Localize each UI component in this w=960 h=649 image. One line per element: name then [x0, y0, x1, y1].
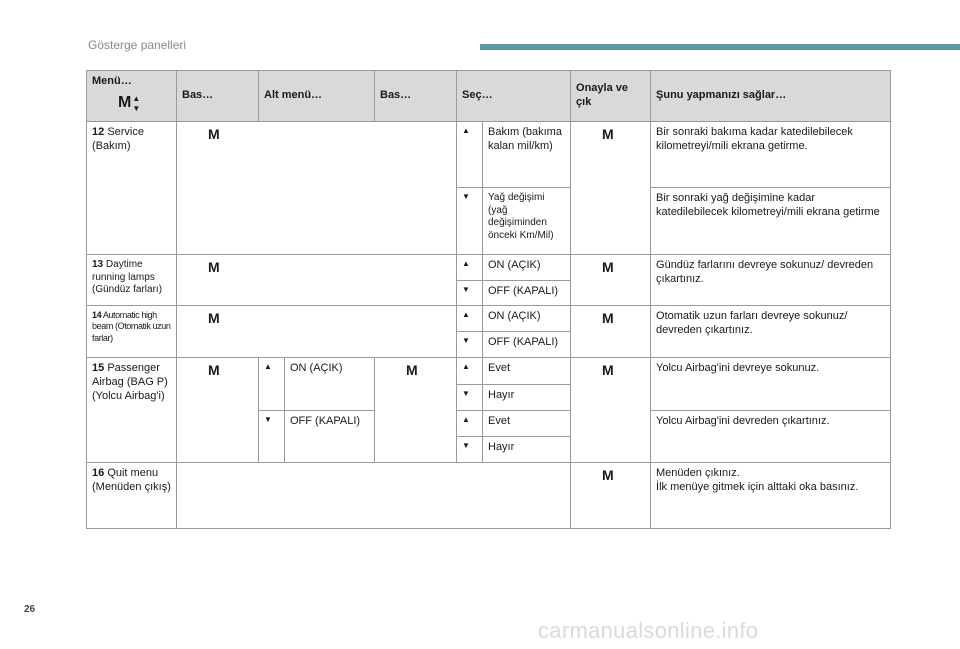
arrow-down-icon: ▼ [457, 188, 483, 255]
table-row [87, 255, 891, 281]
header-press: Bas… [177, 71, 259, 122]
m-button-icon: M [208, 310, 220, 326]
up-down-arrows-icon: ▲ ▼ [132, 93, 141, 113]
press-cell-2 [375, 358, 457, 463]
table-row [87, 358, 891, 385]
arrow-up-icon: ▲ [457, 255, 483, 281]
menu-cell-service: 12 Service (Bakım) [87, 122, 177, 255]
menu-table [86, 70, 891, 529]
m-button-icon: M [208, 259, 220, 275]
table-header-row [87, 71, 891, 122]
m-button-icon: M [208, 126, 220, 142]
table-row [87, 122, 891, 188]
m-button-icon: M [208, 362, 220, 378]
option-yes: Evet [483, 411, 571, 437]
option-no: Hayır [483, 437, 571, 463]
desc-service-oil: Bir sonraki yağ değişimine kadar katedilebilecek kilometreyi/mili ekrana getirme [651, 188, 891, 255]
arrow-up-icon: ▲ [457, 122, 483, 188]
header-select: Seç… [457, 71, 571, 122]
option-daytime-on: ON (AÇIK) [483, 255, 571, 281]
press-cell [177, 358, 259, 463]
arrow-up-icon: ▲ [457, 411, 483, 437]
option-highbeam-off: OFF (KAPALI) [483, 332, 571, 358]
desc-quit: Menüden çıkınız. İlk menüye gitmek için alttaki oka basınız. [651, 463, 891, 529]
press-cell [177, 306, 457, 358]
desc-highbeam: Otomatik uzun farları devreye sokunuz/ devreden çıkartınız. [651, 306, 891, 358]
table-row [87, 306, 891, 332]
desc-daytime: Gündüz farlarını devreye sokunuz/ devreden çıkartınız. [651, 255, 891, 306]
header-submenu: Alt menü… [259, 71, 375, 122]
m-button-icon: M [602, 467, 614, 483]
desc-service-maintenance: Bir sonraki bakıma kadar katedilebilecek kilometreyi/mili ekrana getirme. [651, 122, 891, 188]
page-header-title: Gösterge panelleri [88, 38, 187, 52]
submenu-airbag-on: ON (AÇIK) [285, 358, 375, 411]
option-service-oil: Yağ değişimi (yağ değişiminden önceki Km/Mil) [483, 188, 571, 255]
table-row [87, 463, 891, 529]
arrow-up-icon: ▲ [457, 306, 483, 332]
option-highbeam-on: ON (AÇIK) [483, 306, 571, 332]
arrow-down-icon: ▼ [259, 411, 285, 463]
desc-airbag-on: Yolcu Airbag'ini devreye sokunuz. [651, 358, 891, 411]
header-confirm: Onayla ve çık [571, 71, 651, 122]
m-button-icon: M [602, 362, 614, 378]
empty-cell [177, 463, 571, 529]
confirm-cell [571, 122, 651, 255]
m-button-icon: M [602, 259, 614, 275]
header-menu: Menü… M▲ ▼ [87, 71, 177, 122]
m-button-icon: M [118, 93, 132, 111]
desc-airbag-off: Yolcu Airbag'ini devreden çıkartınız. [651, 411, 891, 463]
arrow-down-icon: ▼ [457, 385, 483, 411]
menu-cell-highbeam: 14 Automatic high beam (Otomatik uzun farlar) [87, 306, 177, 358]
m-button-icon: M [406, 362, 418, 378]
m-button-icon: M [602, 310, 614, 326]
page-number: 26 [24, 604, 36, 615]
option-daytime-off: OFF (KAPALI) [483, 281, 571, 306]
arrow-down-icon: ▼ [457, 281, 483, 306]
option-service-maintenance: Bakım (bakıma kalan mil/km) [483, 122, 571, 188]
menu-cell-daytime: 13 Daytime running lamps (Gündüz farları) [87, 255, 177, 306]
arrow-down-icon: ▼ [457, 437, 483, 463]
header-rule [480, 44, 960, 50]
option-yes: Evet [483, 358, 571, 385]
m-button-icon: M [602, 126, 614, 142]
confirm-cell [571, 306, 651, 358]
confirm-cell [571, 463, 651, 529]
arrow-up-icon: ▲ [457, 358, 483, 385]
menu-cell-airbag: 15 Passenger Airbag (BAG P) (Yolcu Airbag'i) [87, 358, 177, 463]
header-press-2: Bas… [375, 71, 457, 122]
press-cell [177, 122, 457, 255]
submenu-airbag-off: OFF (KAPALI) [285, 411, 375, 463]
arrow-down-icon: ▼ [457, 332, 483, 358]
confirm-cell [571, 255, 651, 306]
menu-cell-quit: 16 Quit menu (Menüden çıkış) [87, 463, 177, 529]
press-cell [177, 255, 457, 306]
confirm-cell [571, 358, 651, 463]
watermark: carmanualsonline.info [538, 618, 759, 643]
arrow-up-icon: ▲ [259, 358, 285, 411]
option-no: Hayır [483, 385, 571, 411]
header-allows: Şunu yapmanızı sağlar… [651, 71, 891, 122]
